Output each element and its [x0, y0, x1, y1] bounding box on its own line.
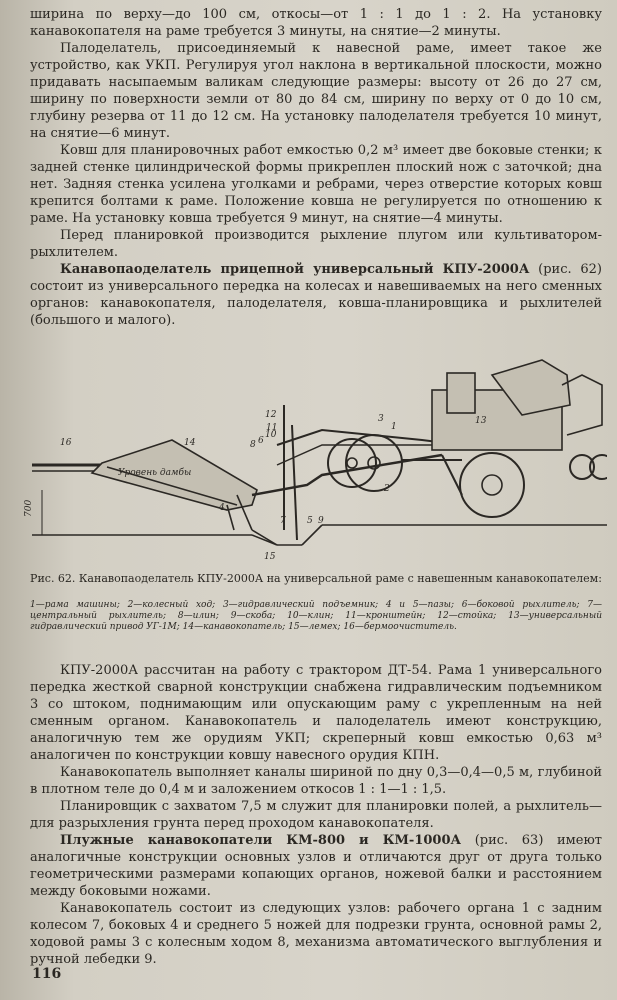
figure-label-12: 12	[265, 410, 277, 420]
figure-label-7: 7	[280, 516, 286, 526]
figure-label-8: 8	[250, 440, 256, 450]
page-number: 116	[32, 966, 62, 982]
figure-label-1: 1	[391, 422, 397, 432]
figure-label-level: Уровень дамбы	[118, 468, 192, 478]
section-heading: Канавопаоделатель прицепной универсальный КПУ-2000А	[60, 262, 530, 277]
section-heading: Плужные канавокопатели КМ-800 и КМ-1000А	[60, 833, 462, 848]
figure-label-13: 13	[475, 416, 487, 426]
figure-label-5: 5	[307, 516, 313, 526]
figure-label-4: 4	[219, 503, 225, 513]
figure-caption: Рис. 62. Канавопаоделатель КПУ-2000А на универсальной раме с навешенным канавокопателем:	[30, 572, 602, 585]
paragraph: Планировщик с захватом 7,5 м служит для планировки полей, а рыхлитель—для разрыхления грунта перед проходом канавокопателя.	[30, 799, 602, 831]
paragraph: Палоделатель, присоединяемый к навесной раме, имеет такое же устройство, как УКП. Регулируя угол наклона в вертикальной плоскости, можно придавать насыпаемым валикам следующие размеры: высоту от 26 до 27 см, ширину по поверхности земли от 80 до 84 см, ширину по верху от 0 до 10 см, глубину резерва от 11 до 12 см. На установку палоделателя требуется 10 минут, на снятие—6 минут.	[30, 41, 602, 141]
top-text-block	[30, 6, 602, 329]
figure-label-6: 6	[258, 436, 264, 446]
paragraph: Ковш для планировочных работ емкостью 0,2 м³ имеет две боковые стенки; к задней стенке цилиндрической формы прикреплен плоский нож с заточкой; дна нет. Задняя стенка усилена уголками и ребрами, через отверстие которых ковш крепится болтами к раме. Положение ковша не регулируется по отношению к раме. На установку ковша требуется 9 минут, на снятие—4 минуты.	[30, 143, 602, 226]
figure-label-11: 11	[266, 423, 278, 433]
paragraph: Канавокопатель выполняет каналы шириной по дну 0,3—0,4—0,5 м, глубиной в плотном теле до 0,4 м и заложением откосов 1 : 1—1 : 1,5.	[30, 765, 602, 797]
figure-label-height: 700	[24, 499, 34, 517]
figure-label-15: 15	[264, 552, 276, 562]
figure-label-2: 2	[384, 484, 390, 494]
paragraph: Перед планировкой производится рыхление плугом или культиватором-рыхлителем.	[30, 228, 602, 260]
paragraph: Канавокопатель состоит из следующих узлов: рабочего органа 1 с задним колесом 7, боковых 4 и среднего 5 ножей для подрезки грунта, основной рамы 2, ходовой рамы 3 с колесным ходом 8, механизма автоматического выглубления и ручной лебедки 9.	[30, 901, 602, 967]
paragraph-text: (рис. 63) имеют аналогичные конструкции основных узлов и отличаются друг от друга только геометрическими размерами копающих органов, ножевой балки и расстоянием между боковыми ножами.	[30, 833, 602, 899]
figure-label-9: 9	[318, 516, 324, 526]
machine-figure	[22, 345, 607, 565]
figure-legend: 1—рама машины; 2—колесный ход; 3—гидравлический подъемник; 4 и 5—пазы; 6—боковой рыхлитель; 7—центральный рыхлитель; 8—илин; 9—скоба; 10—клин; 11—кронштейн; 12—стойка; 13—универсальный гидравлический привод УГ-1М; 14—канавокопатель; 15—лемех; 16—бермоочиститель.	[30, 600, 602, 632]
paragraph-text: (рис. 62) состоит из универсального передка на колесах и навешиваемых на него сменных органов: канавокопателя, палоделателя, ковша-планировщика и рыхлителей (большого и малого).	[30, 262, 602, 328]
paragraph: КПУ-2000А рассчитан на работу с трактором ДТ-54. Рама 1 универсального передка жесткой сварной конструкции снабжена гидравлическим подъемником 3 со штоком, поднимающим или опускающим раму с укрепленным на ней сменным органом. Канавокопатель и палоделатель имеют конструкцию, аналогичную тем же орудиям УКП; скреперный ковш емкостью 0,63 м³ аналогичен по конструкции ковшу навесного орудия КПН.	[30, 663, 602, 763]
figure-label-14: 14	[184, 438, 196, 448]
figure-label-10: 10	[265, 430, 277, 440]
bottom-text-block	[30, 662, 602, 968]
section-paragraph-km	[30, 832, 602, 900]
figure-label-3: 3	[378, 414, 384, 424]
figure-label-16: 16	[60, 438, 72, 448]
paragraph: ширина по верху—до 100 см, откосы—от 1 : 1 до 1 : 2. На установку канавокопателя на раме требуется 3 минуты, на снятие—2 минуты.	[30, 7, 602, 39]
section-paragraph-kpu	[30, 261, 602, 329]
